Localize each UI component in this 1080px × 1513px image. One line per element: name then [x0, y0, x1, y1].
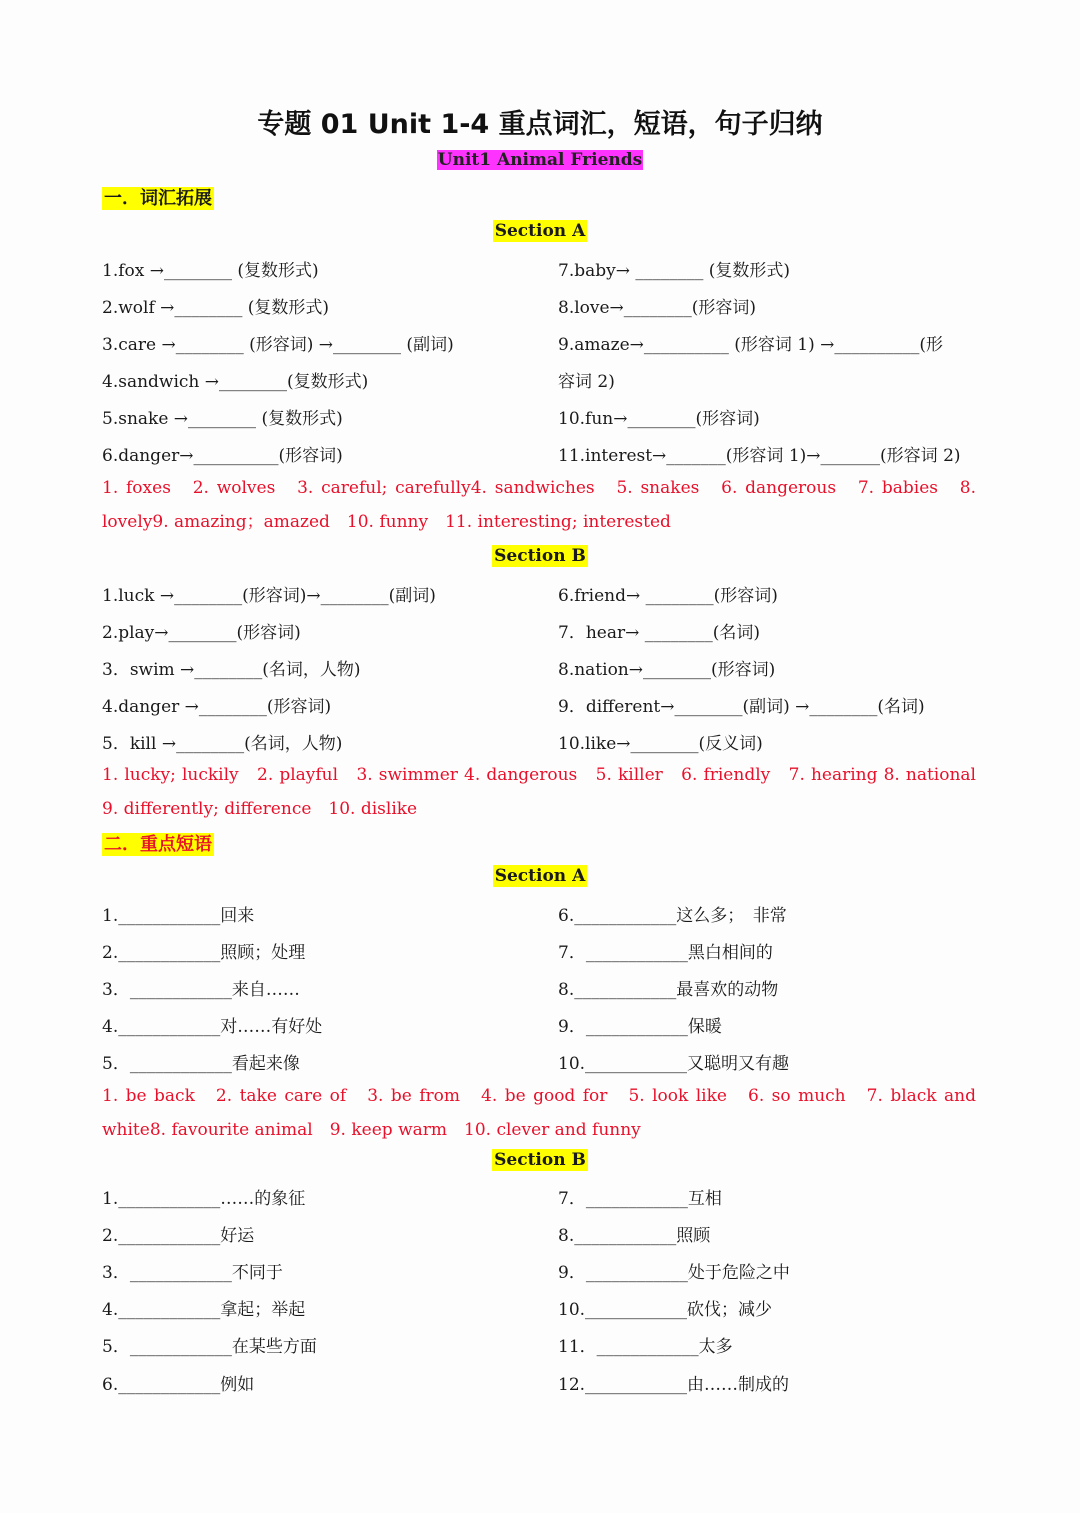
phrase-b-item: 9．____________处于危险之中: [558, 1263, 790, 1283]
phrase-b-item: 4.____________拿起；举起: [102, 1300, 306, 1320]
part1-heading-text: 一．词汇拓展: [104, 188, 212, 209]
phrase-a-item: 9．____________保暖: [558, 1017, 722, 1037]
phrase-b-item: 12.____________由……制成的: [558, 1375, 790, 1395]
phrase-b-item: 11．____________太多: [558, 1337, 733, 1357]
vocab-b-item: 3．swim →________(名词，人物): [102, 660, 361, 680]
phrase-a-item: 10.____________又聪明又有趣: [558, 1054, 790, 1074]
unit-banner-text: Unit1 Animal Friends: [437, 150, 643, 170]
section-label-text: Section A: [494, 221, 586, 241]
phrase-a-item: 8.____________最喜欢的动物: [558, 980, 779, 1000]
section-label-text: Section A: [494, 866, 586, 886]
vocab-b-item: 4.danger →________(形容词): [102, 697, 332, 717]
part1-heading: [102, 184, 214, 210]
vocab-a-item: 3.care →________ (形容词) →________ (副词): [102, 335, 454, 355]
phrase-a-item: 4.____________对……有好处: [102, 1017, 323, 1037]
phrase-b-item: 6.____________例如: [102, 1375, 255, 1395]
phrase-b-item: 1.____________……的象征: [102, 1189, 306, 1209]
vocab-a-item: 11.interest→_______(形容词 1)→_______(形容词 2): [558, 446, 961, 466]
vocab-b-item: 10.like→________(反义词): [558, 734, 763, 754]
vocab-b-item: 1.luck →________(形容词)→________(副词): [102, 586, 436, 606]
vocab-a-item: 1.fox →________ (复数形式): [102, 261, 319, 281]
page-title: 专题 01 Unit 1-4 重点词汇，短语，句子归纳: [257, 109, 823, 140]
phrase-b-item: 2.____________好运: [102, 1226, 255, 1246]
vocab-a-item: 4.sandwich →________(复数形式): [102, 372, 369, 392]
vocab-a-item: 2.wolf →________ (复数形式): [102, 298, 330, 318]
phrase-a-item: 3．____________来自……: [102, 980, 300, 1000]
vocab-section-b-label: [0, 546, 1080, 566]
section-label-text: Section B: [494, 546, 586, 566]
vocab-a-answers: 1. foxes 2. wolves 3. careful; carefully4. sandwiches 5. snakes 6. dangerous 7. babies 8. lovely9. amazing；amazed 10. funny 11. interesting; interested: [102, 478, 976, 532]
phrase-b-item: 7．____________互相: [558, 1189, 722, 1209]
vocab-b-item: 2.play→________(形容词): [102, 623, 301, 643]
vocab-a-item: 6.danger→__________(形容词): [102, 446, 343, 466]
vocab-a-item: 10.fun→________(形容词): [558, 409, 760, 429]
vocab-b-item: 8.nation→________(形容词): [558, 660, 776, 680]
vocab-a-item: 容词 2): [558, 372, 615, 392]
vocab-b-answers: 1. lucky; luckily 2. playful 3. swimmer 4. dangerous 5. killer 6. friendly 7. hearing 8. national 9. differently; difference 10. dislike: [102, 765, 993, 819]
phrase-b-item: 8.____________照顾: [558, 1226, 711, 1246]
vocab-b-item: 7．hear→ ________(名词): [558, 623, 760, 643]
phrase-a-item: 7．____________黑白相间的: [558, 943, 773, 963]
vocab-section-a-label: [0, 221, 1080, 241]
phrase-a-item: 5．____________看起来像: [102, 1054, 300, 1074]
phrase-b-item: 10.____________砍伐；减少: [558, 1300, 773, 1320]
vocab-a-item: 8.love→________(形容词): [558, 298, 757, 318]
phrase-a-item: 2.____________照顾；处理: [102, 943, 306, 963]
vocab-b-item: 9．different→________(副词) →________(名词): [558, 697, 925, 717]
vocab-a-item: 5.snake →________ (复数形式): [102, 409, 343, 429]
vocab-a-item: 7.baby→ ________ (复数形式): [558, 261, 791, 281]
vocab-a-item: 9.amaze→__________ (形容词 1) →__________(形: [558, 335, 944, 355]
part2-heading-text: 二．重点短语: [104, 834, 212, 855]
phrases-section-a-label: [0, 866, 1080, 886]
phrase-a-item: 6.____________这么多； 非常: [558, 906, 787, 926]
vocab-b-item: 5．kill →________(名词，人物): [102, 734, 343, 754]
phrase-b-item: 5．____________在某些方面: [102, 1337, 317, 1357]
part2-heading: [102, 830, 214, 856]
phrase-a-item: 1.____________回来: [102, 906, 255, 926]
phrases-section-b-label: [0, 1150, 1080, 1170]
vocab-b-item: 6.friend→ ________(形容词): [558, 586, 778, 606]
section-label-text: Section B: [494, 1150, 586, 1170]
phrase-b-item: 3．____________不同于: [102, 1263, 283, 1283]
unit-banner: [0, 150, 1080, 170]
phrases-a-answers: 1. be back 2. take care of 3. be from 4. be good for 5. look like 6. so much 7. black and white8. favourite animal 9. keep warm 10. clever and funny: [102, 1086, 976, 1140]
